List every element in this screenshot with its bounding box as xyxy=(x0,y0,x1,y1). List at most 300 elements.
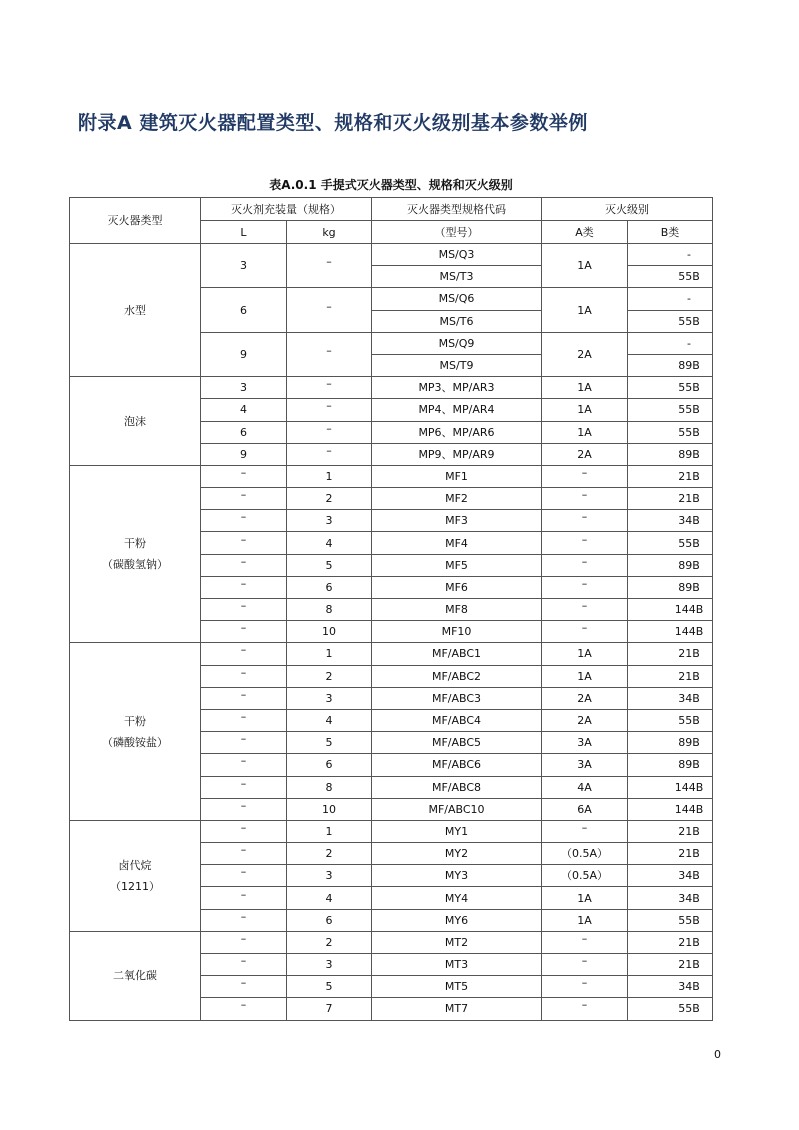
type-label: （磷酸铵盐） xyxy=(102,735,168,749)
code-cell xyxy=(372,576,542,598)
mass-kg-cell xyxy=(287,288,372,332)
rating-a-cell-text: 1A xyxy=(577,669,592,683)
volume-l-cell-text: – xyxy=(240,909,247,923)
code-cell-text: MP3、MP/AR3 xyxy=(418,381,495,395)
mass-kg-cell xyxy=(287,887,372,909)
mass-kg-cell-text: – xyxy=(326,421,332,435)
rating-a-cell xyxy=(542,510,628,532)
rating-b-cell xyxy=(628,310,713,332)
mass-kg-cell-text: 7 xyxy=(325,1002,333,1016)
code-cell-text: MS/Q3 xyxy=(438,248,475,262)
rating-b-cell-text: 21B xyxy=(678,469,700,483)
volume-l-cell xyxy=(201,599,287,621)
rating-b-cell xyxy=(628,643,713,665)
rating-a-cell-text: 2A xyxy=(577,347,592,361)
volume-l-cell-text: – xyxy=(240,643,247,657)
rating-a-cell xyxy=(542,976,628,998)
rating-a-cell-text: 3A xyxy=(577,758,592,772)
rating-a-cell-text: 4A xyxy=(577,780,592,794)
volume-l-cell xyxy=(201,399,287,421)
volume-l-cell xyxy=(201,998,287,1020)
mass-kg-cell-text: 2 xyxy=(325,669,333,683)
rating-b-cell-text: 89B xyxy=(678,558,700,572)
volume-l-cell-text: 6 xyxy=(240,303,247,317)
code-cell-text: MY1 xyxy=(444,824,469,838)
rating-b-cell-text: 21B xyxy=(678,647,700,661)
rating-a-cell-text: – xyxy=(581,599,588,613)
mass-kg-cell xyxy=(287,332,372,376)
rating-b-cell xyxy=(628,510,713,532)
code-cell-text: MF/ABC3 xyxy=(431,691,482,705)
code-cell xyxy=(372,621,542,643)
mass-kg-cell-text: 3 xyxy=(325,691,333,705)
volume-l-cell xyxy=(201,754,287,776)
header-kg: kg xyxy=(287,221,372,244)
mass-kg-cell xyxy=(287,377,372,399)
mass-kg-cell xyxy=(287,776,372,798)
code-cell xyxy=(372,843,542,865)
mass-kg-cell xyxy=(287,399,372,421)
rating-b-cell xyxy=(628,931,713,953)
code-cell-text: MP6、MP/AR6 xyxy=(418,425,495,439)
rating-b-cell xyxy=(628,554,713,576)
table-row xyxy=(70,931,713,953)
rating-b-cell xyxy=(628,399,713,421)
volume-l-cell-text: – xyxy=(240,599,247,613)
rating-a-cell-text: – xyxy=(581,554,588,568)
rating-b-cell xyxy=(628,976,713,998)
volume-l-cell-text: – xyxy=(240,976,247,990)
volume-l-cell-text: – xyxy=(240,576,247,590)
code-cell-text: MY3 xyxy=(444,869,469,883)
code-cell xyxy=(372,443,542,465)
code-cell-text: MF4 xyxy=(445,536,468,550)
header-l: L xyxy=(201,221,287,244)
rating-a-cell xyxy=(542,332,628,376)
mass-kg-cell xyxy=(287,931,372,953)
volume-l-cell-text: 4 xyxy=(240,403,247,417)
mass-kg-cell-text: 8 xyxy=(325,603,333,617)
code-cell-text: MT3 xyxy=(444,958,469,972)
rating-a-cell-text: 1A xyxy=(577,647,592,661)
mass-kg-cell xyxy=(287,709,372,731)
code-cell-text: MF6 xyxy=(445,580,468,594)
header-agent: 灭火剂充装量（规格） xyxy=(201,198,372,221)
rating-b-cell xyxy=(628,621,713,643)
mass-kg-cell-text: 3 xyxy=(325,514,333,528)
rating-a-cell xyxy=(542,820,628,842)
code-cell xyxy=(372,288,542,310)
code-cell xyxy=(372,332,542,354)
mass-kg-cell-text: 6 xyxy=(325,913,333,927)
rating-a-cell xyxy=(542,865,628,887)
rating-a-cell-text: – xyxy=(581,532,588,546)
rating-a-cell xyxy=(542,576,628,598)
header-type: 灭火器类型 xyxy=(70,198,201,244)
volume-l-cell-text: 6 xyxy=(240,425,247,439)
volume-l-cell-text: – xyxy=(240,687,247,701)
rating-a-cell-text: 1A xyxy=(577,913,592,927)
volume-l-cell xyxy=(201,732,287,754)
rating-b-cell-text: 21B xyxy=(678,847,700,861)
mass-kg-cell-text: 1 xyxy=(325,647,333,661)
volume-l-cell xyxy=(201,976,287,998)
volume-l-cell-text: – xyxy=(240,998,247,1012)
rating-a-cell-text: 3A xyxy=(577,736,592,750)
mass-kg-cell-text: 10 xyxy=(322,802,336,816)
rating-a-cell-text: 1A xyxy=(577,303,592,317)
rating-b-cell xyxy=(628,488,713,510)
type-cell xyxy=(70,465,201,643)
mass-kg-cell xyxy=(287,754,372,776)
rating-b-cell-text: 144B xyxy=(674,625,704,639)
table-row xyxy=(70,643,713,665)
volume-l-cell xyxy=(201,687,287,709)
code-cell xyxy=(372,998,542,1020)
code-cell-text: MF5 xyxy=(445,558,468,572)
rating-b-cell xyxy=(628,377,713,399)
volume-l-cell-text: 9 xyxy=(240,447,247,461)
rating-a-cell xyxy=(542,798,628,820)
table-row xyxy=(70,465,713,487)
code-cell-text: MS/T6 xyxy=(439,314,474,328)
mass-kg-cell-text: – xyxy=(326,443,332,457)
code-cell-text: MF/ABC6 xyxy=(431,758,482,772)
code-cell-text: MS/Q6 xyxy=(438,292,475,306)
code-cell-text: MF1 xyxy=(445,469,468,483)
mass-kg-cell-text: 3 xyxy=(325,958,333,972)
rating-a-cell-text: – xyxy=(581,465,588,479)
code-cell-text: MP4、MP/AR4 xyxy=(418,403,495,417)
rating-b-cell xyxy=(628,709,713,731)
type-cell xyxy=(70,377,201,466)
code-cell xyxy=(372,665,542,687)
mass-kg-cell-text: 5 xyxy=(325,980,333,994)
mass-kg-cell xyxy=(287,532,372,554)
rating-b-cell-text: 55B xyxy=(678,270,700,284)
volume-l-cell-text: – xyxy=(240,554,247,568)
rating-b-cell-text: 34B xyxy=(678,980,700,994)
rating-a-cell xyxy=(542,377,628,399)
rating-a-cell-text: （0.5A） xyxy=(560,847,609,861)
rating-a-cell-text: – xyxy=(581,576,588,590)
rating-b-cell-text: 34B xyxy=(678,691,700,705)
code-cell xyxy=(372,554,542,576)
mass-kg-cell xyxy=(287,954,372,976)
rating-a-cell-text: – xyxy=(581,976,588,990)
table-caption: 表A.0.1 手提式灭火器类型、规格和灭火级别 xyxy=(269,178,513,192)
rating-b-cell-text: 21B xyxy=(678,824,700,838)
volume-l-cell xyxy=(201,709,287,731)
rating-b-cell xyxy=(628,754,713,776)
rating-a-cell-text: – xyxy=(581,820,588,834)
code-cell xyxy=(372,244,542,266)
mass-kg-cell-text: 4 xyxy=(325,891,333,905)
rating-b-cell-text: 144B xyxy=(674,780,704,794)
rating-a-cell xyxy=(542,599,628,621)
volume-l-cell-text: 3 xyxy=(240,259,247,273)
code-cell xyxy=(372,465,542,487)
code-cell-text: MF/ABC8 xyxy=(431,780,482,794)
type-label: 干粉 xyxy=(124,714,146,728)
rating-a-cell xyxy=(542,465,628,487)
mass-kg-cell-text: – xyxy=(326,255,332,269)
mass-kg-cell xyxy=(287,576,372,598)
rating-a-cell-text: – xyxy=(581,488,588,502)
rating-b-cell xyxy=(628,909,713,931)
volume-l-cell-text: – xyxy=(240,710,247,724)
volume-l-cell xyxy=(201,244,287,288)
rating-a-cell xyxy=(542,843,628,865)
code-cell xyxy=(372,377,542,399)
rating-a-cell xyxy=(542,776,628,798)
mass-kg-cell-text: – xyxy=(326,343,332,357)
code-cell xyxy=(372,687,542,709)
mass-kg-cell-text: 4 xyxy=(325,714,333,728)
mass-kg-cell-text: 6 xyxy=(325,758,333,772)
rating-a-cell xyxy=(542,754,628,776)
page-number: 0 xyxy=(714,1048,721,1061)
volume-l-cell-text: – xyxy=(240,776,247,790)
code-cell xyxy=(372,776,542,798)
volume-l-cell xyxy=(201,510,287,532)
rating-a-cell-text: 1A xyxy=(577,891,592,905)
mass-kg-cell xyxy=(287,976,372,998)
code-cell-text: MF3 xyxy=(445,514,468,528)
volume-l-cell-text: – xyxy=(240,954,247,968)
rating-b-cell xyxy=(628,354,713,376)
mass-kg-cell xyxy=(287,244,372,288)
volume-l-cell xyxy=(201,332,287,376)
code-cell-text: MT5 xyxy=(444,980,469,994)
volume-l-cell xyxy=(201,576,287,598)
rating-b-cell-text: - xyxy=(687,336,691,350)
mass-kg-cell-text: 3 xyxy=(325,869,333,883)
code-cell xyxy=(372,399,542,421)
code-cell xyxy=(372,798,542,820)
volume-l-cell xyxy=(201,643,287,665)
header-model: （型号） xyxy=(372,221,542,244)
rating-a-cell-text: – xyxy=(581,510,588,524)
table-row xyxy=(70,377,713,399)
header-a: A类 xyxy=(542,221,628,244)
volume-l-cell-text: – xyxy=(240,732,247,746)
header-rating: 灭火级别 xyxy=(542,198,713,221)
rating-b-cell-text: 34B xyxy=(678,869,700,883)
rating-b-cell-text: 144B xyxy=(674,603,704,617)
rating-b-cell xyxy=(628,576,713,598)
rating-b-cell xyxy=(628,954,713,976)
appendix-heading: 附录A 建筑灭火器配置类型、规格和灭火级别基本参数举例 xyxy=(78,112,588,134)
code-cell-text: MF/ABC2 xyxy=(431,669,482,683)
code-cell xyxy=(372,931,542,953)
volume-l-cell-text: – xyxy=(240,865,247,879)
code-cell-text: MT2 xyxy=(444,935,469,949)
rating-a-cell xyxy=(542,488,628,510)
volume-l-cell xyxy=(201,931,287,953)
volume-l-cell-text: – xyxy=(240,510,247,524)
mass-kg-cell xyxy=(287,843,372,865)
code-cell-text: MY6 xyxy=(444,913,469,927)
rating-a-cell-text: 1A xyxy=(577,259,592,273)
volume-l-cell xyxy=(201,909,287,931)
rating-a-cell xyxy=(542,931,628,953)
rating-a-cell xyxy=(542,288,628,332)
volume-l-cell-text: 9 xyxy=(240,347,247,361)
code-cell-text: MY2 xyxy=(444,847,469,861)
volume-l-cell-text: – xyxy=(240,798,247,812)
mass-kg-cell xyxy=(287,421,372,443)
mass-kg-cell-text: 5 xyxy=(325,736,333,750)
volume-l-cell xyxy=(201,488,287,510)
rating-b-cell xyxy=(628,421,713,443)
mass-kg-cell-text: 2 xyxy=(325,847,333,861)
mass-kg-cell xyxy=(287,599,372,621)
rating-a-cell-text: – xyxy=(581,621,588,635)
rating-a-cell-text: 2A xyxy=(577,447,592,461)
code-cell xyxy=(372,865,542,887)
rating-b-cell xyxy=(628,865,713,887)
rating-b-cell xyxy=(628,998,713,1020)
volume-l-cell xyxy=(201,887,287,909)
code-cell xyxy=(372,954,542,976)
mass-kg-cell xyxy=(287,820,372,842)
volume-l-cell xyxy=(201,820,287,842)
rating-b-cell-text: 89B xyxy=(678,736,700,750)
mass-kg-cell xyxy=(287,909,372,931)
code-cell xyxy=(372,709,542,731)
volume-l-cell xyxy=(201,776,287,798)
rating-a-cell-text: – xyxy=(581,931,588,945)
code-cell xyxy=(372,732,542,754)
mass-kg-cell xyxy=(287,732,372,754)
mass-kg-cell-text: 1 xyxy=(325,469,333,483)
rating-b-cell-text: 89B xyxy=(678,359,700,373)
volume-l-cell xyxy=(201,288,287,332)
rating-a-cell-text: 1A xyxy=(577,381,592,395)
rating-b-cell-text: 55B xyxy=(678,714,700,728)
rating-a-cell-text: 2A xyxy=(577,714,592,728)
type-label: 干粉 xyxy=(124,537,146,551)
code-cell-text: MF/ABC1 xyxy=(431,647,482,661)
code-cell-text: MF10 xyxy=(441,625,472,639)
volume-l-cell xyxy=(201,532,287,554)
type-label: 泡沫 xyxy=(124,414,146,428)
rating-a-cell xyxy=(542,909,628,931)
rating-b-cell xyxy=(628,687,713,709)
rating-a-cell-text: 1A xyxy=(577,425,592,439)
mass-kg-cell xyxy=(287,554,372,576)
rating-b-cell-text: 21B xyxy=(678,935,700,949)
rating-b-cell xyxy=(628,266,713,288)
volume-l-cell xyxy=(201,621,287,643)
rating-b-cell-text: 55B xyxy=(678,913,700,927)
type-label: 二氧化碳 xyxy=(113,969,157,983)
rating-a-cell xyxy=(542,887,628,909)
rating-b-cell xyxy=(628,443,713,465)
rating-a-cell-text: – xyxy=(581,998,588,1012)
rating-b-cell-text: 144B xyxy=(674,802,704,816)
volume-l-cell-text: – xyxy=(240,843,247,857)
table-row xyxy=(70,244,713,266)
code-cell-text: MF/ABC5 xyxy=(431,736,482,750)
rating-a-cell xyxy=(542,443,628,465)
rating-b-cell xyxy=(628,732,713,754)
mass-kg-cell xyxy=(287,998,372,1020)
mass-kg-cell xyxy=(287,488,372,510)
volume-l-cell-text: – xyxy=(240,621,247,635)
rating-b-cell xyxy=(628,843,713,865)
volume-l-cell xyxy=(201,554,287,576)
rating-b-cell xyxy=(628,532,713,554)
type-label: 卤代烷 xyxy=(118,858,152,872)
rating-b-cell-text: 21B xyxy=(678,492,700,506)
volume-l-cell-text: – xyxy=(240,665,247,679)
rating-b-cell-text: 55B xyxy=(678,425,700,439)
rating-b-cell-text: 21B xyxy=(678,958,700,972)
mass-kg-cell-text: 4 xyxy=(325,536,333,550)
volume-l-cell-text: 3 xyxy=(240,381,247,395)
rating-b-cell-text: - xyxy=(687,248,691,262)
volume-l-cell-text: – xyxy=(240,820,247,834)
type-label: 水型 xyxy=(124,303,146,317)
code-cell xyxy=(372,510,542,532)
code-cell xyxy=(372,976,542,998)
rating-a-cell xyxy=(542,532,628,554)
type-cell xyxy=(70,643,201,821)
rating-a-cell xyxy=(542,954,628,976)
volume-l-cell xyxy=(201,421,287,443)
rating-a-cell xyxy=(542,421,628,443)
type-cell xyxy=(70,820,201,931)
mass-kg-cell-text: 2 xyxy=(325,935,333,949)
code-cell-text: MS/Q9 xyxy=(438,336,475,350)
volume-l-cell xyxy=(201,465,287,487)
code-cell xyxy=(372,820,542,842)
rating-b-cell-text: 89B xyxy=(678,580,700,594)
volume-l-cell xyxy=(201,443,287,465)
rating-a-cell xyxy=(542,621,628,643)
extinguisher-table xyxy=(69,197,713,1021)
mass-kg-cell-text: 2 xyxy=(325,492,333,506)
rating-b-cell-text: 21B xyxy=(678,669,700,683)
rating-a-cell-text: 2A xyxy=(577,691,592,705)
mass-kg-cell-text: – xyxy=(326,377,332,391)
volume-l-cell xyxy=(201,798,287,820)
code-cell-text: MY4 xyxy=(444,891,469,905)
mass-kg-cell xyxy=(287,443,372,465)
mass-kg-cell xyxy=(287,865,372,887)
rating-a-cell xyxy=(542,998,628,1020)
type-label: （碳酸氢钠） xyxy=(102,558,168,572)
mass-kg-cell xyxy=(287,465,372,487)
rating-b-cell xyxy=(628,332,713,354)
volume-l-cell xyxy=(201,865,287,887)
code-cell xyxy=(372,643,542,665)
rating-a-cell xyxy=(542,244,628,288)
code-cell-text: MF2 xyxy=(445,492,468,506)
rating-b-cell-text: - xyxy=(687,292,691,306)
code-cell xyxy=(372,754,542,776)
mass-kg-cell-text: 1 xyxy=(325,824,333,838)
code-cell xyxy=(372,310,542,332)
rating-a-cell-text: 6A xyxy=(577,802,592,816)
volume-l-cell-text: – xyxy=(240,488,247,502)
code-cell xyxy=(372,887,542,909)
code-cell xyxy=(372,421,542,443)
mass-kg-cell xyxy=(287,687,372,709)
mass-kg-cell-text: 5 xyxy=(325,558,333,572)
